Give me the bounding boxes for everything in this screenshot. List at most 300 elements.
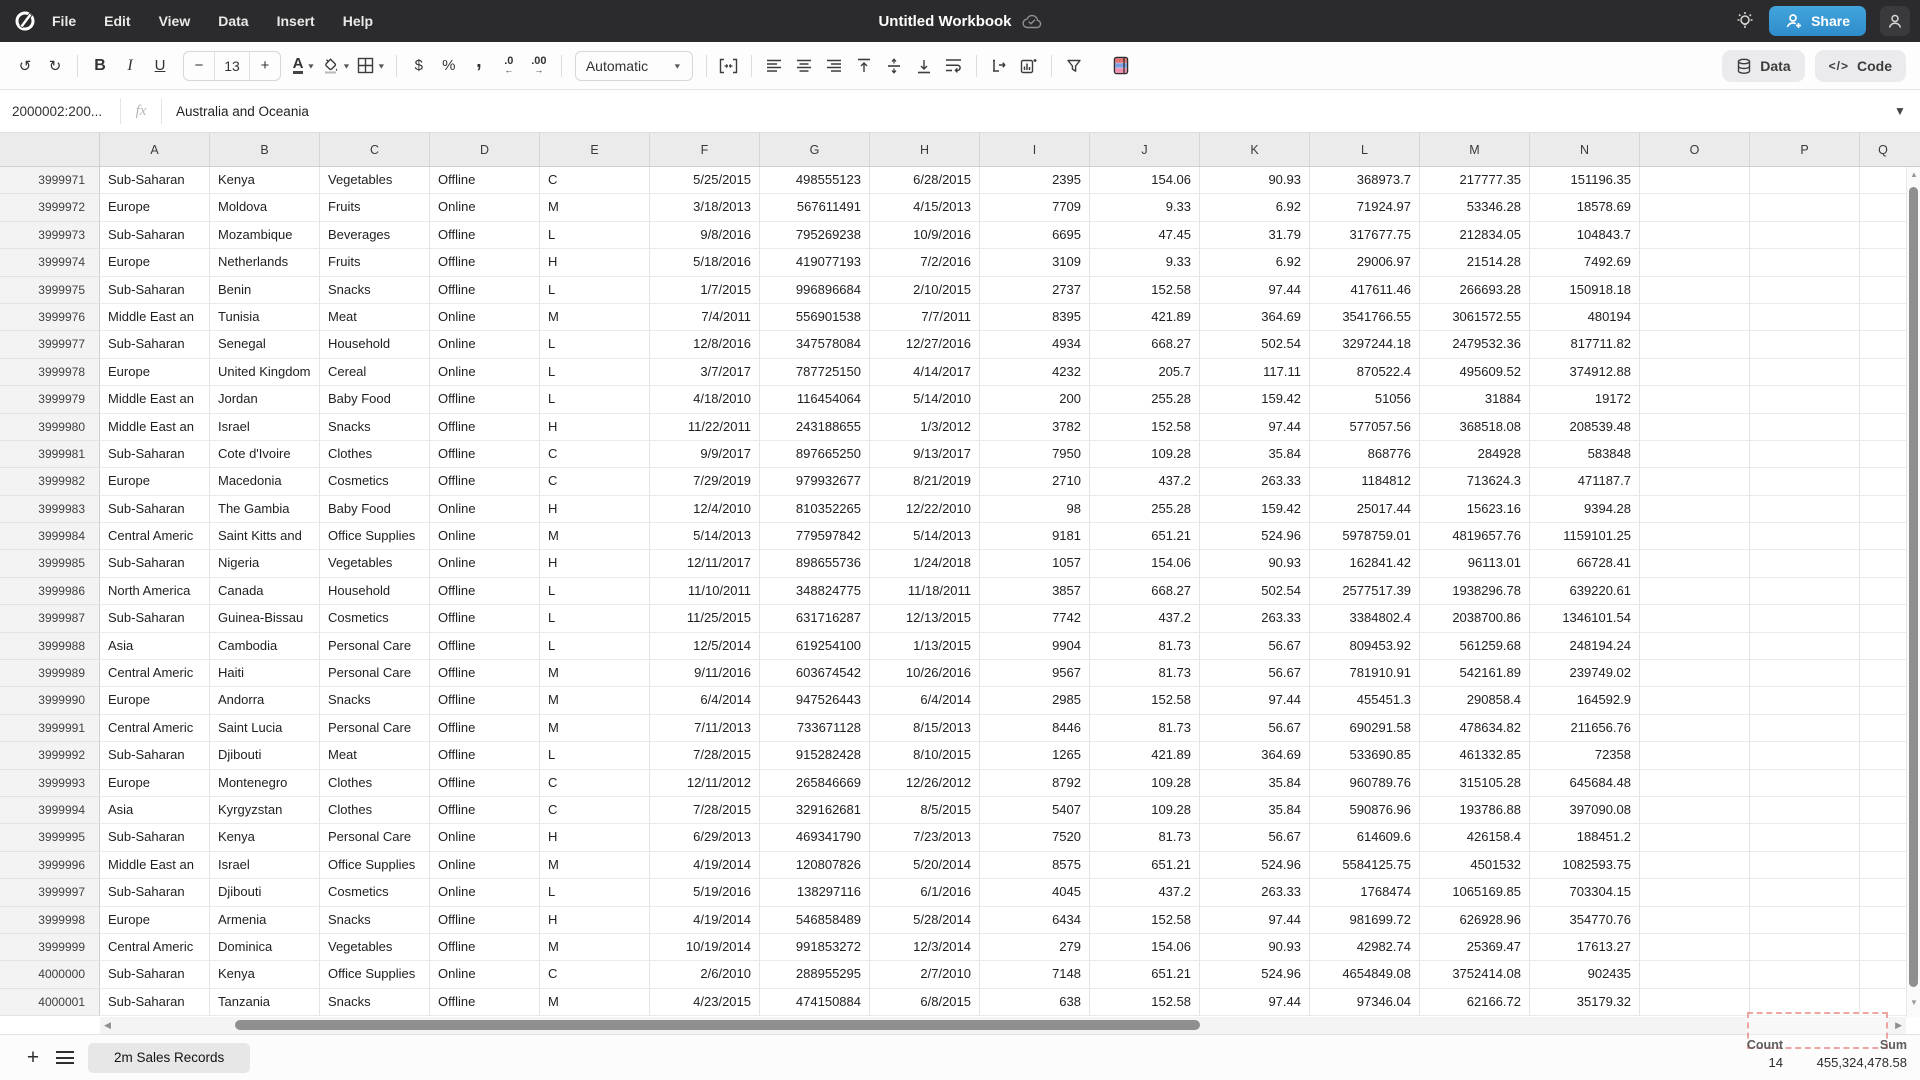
cell-D3999999[interactable]: Offline xyxy=(430,934,540,961)
cell-E3999983[interactable]: H xyxy=(540,496,650,523)
row-number[interactable]: 3999998 xyxy=(0,907,100,934)
cell-B3999985[interactable]: Nigeria xyxy=(210,550,320,577)
cell-H3999978[interactable]: 4/14/2017 xyxy=(870,359,980,386)
cell-Q3999971[interactable] xyxy=(1860,167,1906,194)
app-logo-icon[interactable] xyxy=(12,8,38,34)
cell-F3999972[interactable]: 3/18/2013 xyxy=(650,194,760,221)
cell-I3999987[interactable]: 7742 xyxy=(980,605,1090,632)
cell-D3999994[interactable]: Offline xyxy=(430,797,540,824)
cell-K4000000[interactable]: 524.96 xyxy=(1200,961,1310,988)
cell-O3999982[interactable] xyxy=(1640,468,1750,495)
cell-G3999990[interactable]: 947526443 xyxy=(760,687,870,714)
cell-C3999972[interactable]: Fruits xyxy=(320,194,430,221)
cell-Q3999975[interactable] xyxy=(1860,277,1906,304)
cell-P3999991[interactable] xyxy=(1750,715,1860,742)
menu-file[interactable]: File xyxy=(52,13,77,29)
cell-L3999974[interactable]: 29006.97 xyxy=(1310,249,1420,276)
cell-G3999986[interactable]: 348824775 xyxy=(760,578,870,605)
cell-I3999978[interactable]: 4232 xyxy=(980,359,1090,386)
cell-B3999991[interactable]: Saint Lucia xyxy=(210,715,320,742)
cell-D3999975[interactable]: Offline xyxy=(430,277,540,304)
cell-D3999989[interactable]: Offline xyxy=(430,660,540,687)
cell-L3999982[interactable]: 1184812 xyxy=(1310,468,1420,495)
cell-M3999996[interactable]: 4501532 xyxy=(1420,852,1530,879)
row-number[interactable]: 3999988 xyxy=(0,633,100,660)
cell-P3999984[interactable] xyxy=(1750,523,1860,550)
cell-K3999971[interactable]: 90.93 xyxy=(1200,167,1310,194)
cell-I3999993[interactable]: 8792 xyxy=(980,770,1090,797)
cell-L3999990[interactable]: 455451.3 xyxy=(1310,687,1420,714)
cell-K3999992[interactable]: 364.69 xyxy=(1200,742,1310,769)
cell-J3999994[interactable]: 109.28 xyxy=(1090,797,1200,824)
cell-N3999972[interactable]: 18578.69 xyxy=(1530,194,1640,221)
cell-E3999974[interactable]: H xyxy=(540,249,650,276)
cell-B3999971[interactable]: Kenya xyxy=(210,167,320,194)
cell-I3999977[interactable]: 4934 xyxy=(980,331,1090,358)
cell-M3999980[interactable]: 368518.08 xyxy=(1420,414,1530,441)
row-number[interactable]: 3999985 xyxy=(0,550,100,577)
font-size-increase-button[interactable]: + xyxy=(260,57,270,74)
menu-help[interactable]: Help xyxy=(342,13,374,29)
cell-B3999982[interactable]: Macedonia xyxy=(210,468,320,495)
cell-F3999999[interactable]: 10/19/2014 xyxy=(650,934,760,961)
cell-H3999991[interactable]: 8/15/2013 xyxy=(870,715,980,742)
cell-H3999974[interactable]: 7/2/2016 xyxy=(870,249,980,276)
cell-E3999995[interactable]: H xyxy=(540,824,650,851)
cell-D4000001[interactable]: Offline xyxy=(430,989,540,1016)
cell-F3999980[interactable]: 11/22/2011 xyxy=(650,414,760,441)
cell-Q3999979[interactable] xyxy=(1860,386,1906,413)
cell-Q3999980[interactable] xyxy=(1860,414,1906,441)
cell-Q3999974[interactable] xyxy=(1860,249,1906,276)
cell-B4000001[interactable]: Tanzania xyxy=(210,989,320,1016)
cell-G3999972[interactable]: 567611491 xyxy=(760,194,870,221)
cell-O3999998[interactable] xyxy=(1640,907,1750,934)
cell-O3999971[interactable] xyxy=(1640,167,1750,194)
cell-H3999990[interactable]: 6/4/2014 xyxy=(870,687,980,714)
cell-Q3999995[interactable] xyxy=(1860,824,1906,851)
cell-A3999991[interactable]: Central Americ xyxy=(100,715,210,742)
cell-L3999973[interactable]: 317677.75 xyxy=(1310,222,1420,249)
cell-K3999981[interactable]: 35.84 xyxy=(1200,441,1310,468)
cell-O3999987[interactable] xyxy=(1640,605,1750,632)
cell-G3999983[interactable]: 810352265 xyxy=(760,496,870,523)
cell-E3999977[interactable]: L xyxy=(540,331,650,358)
cell-P3999977[interactable] xyxy=(1750,331,1860,358)
row-number[interactable]: 3999974 xyxy=(0,249,100,276)
cell-O3999991[interactable] xyxy=(1640,715,1750,742)
cell-P3999978[interactable] xyxy=(1750,359,1860,386)
column-header-P[interactable]: P xyxy=(1750,133,1860,166)
cell-C3999992[interactable]: Meat xyxy=(320,742,430,769)
cell-B3999989[interactable]: Haiti xyxy=(210,660,320,687)
percent-format-button[interactable]: % xyxy=(442,57,456,74)
cell-D3999995[interactable]: Online xyxy=(430,824,540,851)
cell-L3999986[interactable]: 2577517.39 xyxy=(1310,578,1420,605)
cell-F3999996[interactable]: 4/19/2014 xyxy=(650,852,760,879)
column-header-E[interactable]: E xyxy=(540,133,650,166)
cell-J3999998[interactable]: 152.58 xyxy=(1090,907,1200,934)
cell-D4000000[interactable]: Online xyxy=(430,961,540,988)
underline-button[interactable]: U xyxy=(154,57,166,74)
column-header-B[interactable]: B xyxy=(210,133,320,166)
cell-H3999984[interactable]: 5/14/2013 xyxy=(870,523,980,550)
cell-N3999975[interactable]: 150918.18 xyxy=(1530,277,1640,304)
cell-D3999983[interactable]: Online xyxy=(430,496,540,523)
cell-O3999984[interactable] xyxy=(1640,523,1750,550)
cell-N3999993[interactable]: 645684.48 xyxy=(1530,770,1640,797)
cell-O3999986[interactable] xyxy=(1640,578,1750,605)
cell-C3999991[interactable]: Personal Care xyxy=(320,715,430,742)
cell-A3999987[interactable]: Sub-Saharan xyxy=(100,605,210,632)
bold-button[interactable]: B xyxy=(94,56,106,74)
cell-K3999989[interactable]: 56.67 xyxy=(1200,660,1310,687)
cell-J3999997[interactable]: 437.2 xyxy=(1090,879,1200,906)
cell-P3999989[interactable] xyxy=(1750,660,1860,687)
cell-L3999972[interactable]: 71924.97 xyxy=(1310,194,1420,221)
cell-D3999977[interactable]: Online xyxy=(430,331,540,358)
column-header-G[interactable]: G xyxy=(760,133,870,166)
cell-F3999990[interactable]: 6/4/2014 xyxy=(650,687,760,714)
cell-N3999999[interactable]: 17613.27 xyxy=(1530,934,1640,961)
cell-N3999976[interactable]: 480194 xyxy=(1530,304,1640,331)
cell-Q3999981[interactable] xyxy=(1860,441,1906,468)
cell-P3999995[interactable] xyxy=(1750,824,1860,851)
cell-G3999985[interactable]: 898655736 xyxy=(760,550,870,577)
cell-P3999972[interactable] xyxy=(1750,194,1860,221)
cell-B3999996[interactable]: Israel xyxy=(210,852,320,879)
cell-N3999984[interactable]: 1159101.25 xyxy=(1530,523,1640,550)
cell-E3999996[interactable]: M xyxy=(540,852,650,879)
cell-M3999974[interactable]: 21514.28 xyxy=(1420,249,1530,276)
row-number[interactable]: 3999994 xyxy=(0,797,100,824)
cell-C3999983[interactable]: Baby Food xyxy=(320,496,430,523)
cell-L3999988[interactable]: 809453.92 xyxy=(1310,633,1420,660)
cell-O3999989[interactable] xyxy=(1640,660,1750,687)
cell-G3999992[interactable]: 915282428 xyxy=(760,742,870,769)
cell-N3999980[interactable]: 208539.48 xyxy=(1530,414,1640,441)
cell-O3999993[interactable] xyxy=(1640,770,1750,797)
cell-J3999993[interactable]: 109.28 xyxy=(1090,770,1200,797)
cell-M3999993[interactable]: 315105.28 xyxy=(1420,770,1530,797)
table-style-button[interactable] xyxy=(1107,51,1137,81)
cell-E3999984[interactable]: M xyxy=(540,523,650,550)
scroll-down-arrow[interactable]: ▼ xyxy=(1910,998,1918,1007)
cell-K3999991[interactable]: 56.67 xyxy=(1200,715,1310,742)
cell-P3999983[interactable] xyxy=(1750,496,1860,523)
cell-D3999997[interactable]: Online xyxy=(430,879,540,906)
cell-M3999981[interactable]: 284928 xyxy=(1420,441,1530,468)
cell-N3999983[interactable]: 9394.28 xyxy=(1530,496,1640,523)
vertical-scrollbar[interactable] xyxy=(1906,167,1920,1017)
cell-I3999996[interactable]: 8575 xyxy=(980,852,1090,879)
cell-A3999998[interactable]: Europe xyxy=(100,907,210,934)
cell-I3999971[interactable]: 2395 xyxy=(980,167,1090,194)
cell-E3999971[interactable]: C xyxy=(540,167,650,194)
cell-J3999985[interactable]: 154.06 xyxy=(1090,550,1200,577)
cell-K3999977[interactable]: 502.54 xyxy=(1200,331,1310,358)
cell-J3999983[interactable]: 255.28 xyxy=(1090,496,1200,523)
cell-L3999984[interactable]: 5978759.01 xyxy=(1310,523,1420,550)
cell-I3999998[interactable]: 6434 xyxy=(980,907,1090,934)
cell-Q3999990[interactable] xyxy=(1860,687,1906,714)
cell-N3999981[interactable]: 583848 xyxy=(1530,441,1640,468)
cell-A3999974[interactable]: Europe xyxy=(100,249,210,276)
cell-Q3999978[interactable] xyxy=(1860,359,1906,386)
cell-P3999979[interactable] xyxy=(1750,386,1860,413)
cell-I4000000[interactable]: 7148 xyxy=(980,961,1090,988)
cell-G3999979[interactable]: 116454064 xyxy=(760,386,870,413)
cell-B3999992[interactable]: Djibouti xyxy=(210,742,320,769)
cell-H3999988[interactable]: 1/13/2015 xyxy=(870,633,980,660)
cell-M3999991[interactable]: 478634.82 xyxy=(1420,715,1530,742)
cell-O3999999[interactable] xyxy=(1640,934,1750,961)
row-number[interactable]: 3999971 xyxy=(0,167,100,194)
cell-G3999989[interactable]: 603674542 xyxy=(760,660,870,687)
cell-N3999986[interactable]: 639220.61 xyxy=(1530,578,1640,605)
cell-L3999975[interactable]: 417611.46 xyxy=(1310,277,1420,304)
cell-B3999988[interactable]: Cambodia xyxy=(210,633,320,660)
cell-K3999974[interactable]: 6.92 xyxy=(1200,249,1310,276)
cell-O3999973[interactable] xyxy=(1640,222,1750,249)
cell-O3999975[interactable] xyxy=(1640,277,1750,304)
cell-B3999980[interactable]: Israel xyxy=(210,414,320,441)
cell-I3999999[interactable]: 279 xyxy=(980,934,1090,961)
cell-B3999997[interactable]: Djibouti xyxy=(210,879,320,906)
cell-A3999981[interactable]: Sub-Saharan xyxy=(100,441,210,468)
cell-L3999998[interactable]: 981699.72 xyxy=(1310,907,1420,934)
number-format-dropdown[interactable]: Automatic ▼ xyxy=(575,51,693,81)
cell-J3999981[interactable]: 109.28 xyxy=(1090,441,1200,468)
cell-E3999973[interactable]: L xyxy=(540,222,650,249)
cell-H3999975[interactable]: 2/10/2015 xyxy=(870,277,980,304)
cell-M4000001[interactable]: 62166.72 xyxy=(1420,989,1530,1016)
formula-input[interactable]: Australia and Oceania xyxy=(176,103,309,119)
cell-B4000000[interactable]: Kenya xyxy=(210,961,320,988)
cell-N3999994[interactable]: 397090.08 xyxy=(1530,797,1640,824)
cell-J3999991[interactable]: 81.73 xyxy=(1090,715,1200,742)
cell-O3999976[interactable] xyxy=(1640,304,1750,331)
cell-E3999978[interactable]: L xyxy=(540,359,650,386)
cell-P4000000[interactable] xyxy=(1750,961,1860,988)
row-number[interactable]: 3999980 xyxy=(0,414,100,441)
cell-M3999982[interactable]: 713624.3 xyxy=(1420,468,1530,495)
row-number[interactable]: 3999996 xyxy=(0,852,100,879)
row-number[interactable]: 3999990 xyxy=(0,687,100,714)
cell-F3999983[interactable]: 12/4/2010 xyxy=(650,496,760,523)
cell-O3999990[interactable] xyxy=(1640,687,1750,714)
cell-K3999982[interactable]: 263.33 xyxy=(1200,468,1310,495)
cell-Q3999988[interactable] xyxy=(1860,633,1906,660)
cell-L3999989[interactable]: 781910.91 xyxy=(1310,660,1420,687)
share-button[interactable] xyxy=(1769,6,1866,36)
cell-A4000001[interactable]: Sub-Saharan xyxy=(100,989,210,1016)
cell-K3999988[interactable]: 56.67 xyxy=(1200,633,1310,660)
cell-M3999984[interactable]: 4819657.76 xyxy=(1420,523,1530,550)
cell-H3999992[interactable]: 8/10/2015 xyxy=(870,742,980,769)
cell-I3999994[interactable]: 5407 xyxy=(980,797,1090,824)
filter-button[interactable] xyxy=(1059,51,1089,81)
cell-C3999995[interactable]: Personal Care xyxy=(320,824,430,851)
cell-B3999999[interactable]: Dominica xyxy=(210,934,320,961)
cell-M3999978[interactable]: 495609.52 xyxy=(1420,359,1530,386)
cell-G3999994[interactable]: 329162681 xyxy=(760,797,870,824)
cell-B3999995[interactable]: Kenya xyxy=(210,824,320,851)
cell-L3999993[interactable]: 960789.76 xyxy=(1310,770,1420,797)
scroll-right-arrow[interactable]: ▶ xyxy=(1895,1020,1902,1030)
valign-bottom-button[interactable] xyxy=(909,51,939,81)
cell-B3999976[interactable]: Tunisia xyxy=(210,304,320,331)
cell-H3999973[interactable]: 10/9/2016 xyxy=(870,222,980,249)
cell-N3999992[interactable]: 72358 xyxy=(1530,742,1640,769)
cell-N3999971[interactable]: 151196.35 xyxy=(1530,167,1640,194)
cell-J3999978[interactable]: 205.7 xyxy=(1090,359,1200,386)
cell-K4000001[interactable]: 97.44 xyxy=(1200,989,1310,1016)
cell-K3999985[interactable]: 90.93 xyxy=(1200,550,1310,577)
cell-M3999973[interactable]: 212834.05 xyxy=(1420,222,1530,249)
cell-N3999977[interactable]: 817711.82 xyxy=(1530,331,1640,358)
cell-J3999988[interactable]: 81.73 xyxy=(1090,633,1200,660)
cell-A3999971[interactable]: Sub-Saharan xyxy=(100,167,210,194)
cell-H4000001[interactable]: 6/8/2015 xyxy=(870,989,980,1016)
cell-H3999996[interactable]: 5/20/2014 xyxy=(870,852,980,879)
cell-H4000000[interactable]: 2/7/2010 xyxy=(870,961,980,988)
add-sheet-button[interactable]: + xyxy=(26,1045,40,1069)
cell-G3999993[interactable]: 265846669 xyxy=(760,770,870,797)
cell-M3999994[interactable]: 193786.88 xyxy=(1420,797,1530,824)
cell-P3999976[interactable] xyxy=(1750,304,1860,331)
cell-K3999993[interactable]: 35.84 xyxy=(1200,770,1310,797)
column-header-D[interactable]: D xyxy=(430,133,540,166)
cell-E3999994[interactable]: C xyxy=(540,797,650,824)
row-number[interactable]: 3999976 xyxy=(0,304,100,331)
cell-I3999972[interactable]: 7709 xyxy=(980,194,1090,221)
cell-I3999989[interactable]: 9567 xyxy=(980,660,1090,687)
column-header-F[interactable]: F xyxy=(650,133,760,166)
merge-cells-button[interactable] xyxy=(714,51,744,81)
cell-O3999972[interactable] xyxy=(1640,194,1750,221)
cell-G3999973[interactable]: 795269238 xyxy=(760,222,870,249)
cell-A3999976[interactable]: Middle East an xyxy=(100,304,210,331)
cell-I3999982[interactable]: 2710 xyxy=(980,468,1090,495)
cell-G3999975[interactable]: 996896684 xyxy=(760,277,870,304)
cell-B3999990[interactable]: Andorra xyxy=(210,687,320,714)
cell-E3999979[interactable]: L xyxy=(540,386,650,413)
cell-A3999979[interactable]: Middle East an xyxy=(100,386,210,413)
cell-D3999981[interactable]: Offline xyxy=(430,441,540,468)
cell-Q3999997[interactable] xyxy=(1860,879,1906,906)
cell-C3999984[interactable]: Office Supplies xyxy=(320,523,430,550)
menu-view[interactable]: View xyxy=(158,13,191,29)
cell-Q3999987[interactable] xyxy=(1860,605,1906,632)
row-number[interactable]: 3999975 xyxy=(0,277,100,304)
cell-J3999992[interactable]: 421.89 xyxy=(1090,742,1200,769)
cell-A3999980[interactable]: Middle East an xyxy=(100,414,210,441)
cell-I3999976[interactable]: 8395 xyxy=(980,304,1090,331)
cell-H3999979[interactable]: 5/14/2010 xyxy=(870,386,980,413)
cell-C3999976[interactable]: Meat xyxy=(320,304,430,331)
cell-A3999990[interactable]: Europe xyxy=(100,687,210,714)
borders-button[interactable]: ▼ xyxy=(354,51,389,81)
cell-E3999972[interactable]: M xyxy=(540,194,650,221)
cell-B3999978[interactable]: United Kingdom xyxy=(210,359,320,386)
cell-J3999995[interactable]: 81.73 xyxy=(1090,824,1200,851)
cell-H3999983[interactable]: 12/22/2010 xyxy=(870,496,980,523)
cell-G3999987[interactable]: 631716287 xyxy=(760,605,870,632)
cell-I3999988[interactable]: 9904 xyxy=(980,633,1090,660)
cell-D3999988[interactable]: Offline xyxy=(430,633,540,660)
cell-G3999976[interactable]: 556901538 xyxy=(760,304,870,331)
cell-M3999989[interactable]: 542161.89 xyxy=(1420,660,1530,687)
cell-E3999997[interactable]: L xyxy=(540,879,650,906)
cell-B3999973[interactable]: Mozambique xyxy=(210,222,320,249)
cell-O3999995[interactable] xyxy=(1640,824,1750,851)
cell-A3999984[interactable]: Central Americ xyxy=(100,523,210,550)
cell-D3999973[interactable]: Offline xyxy=(430,222,540,249)
undo-button[interactable]: ↺ xyxy=(18,57,32,75)
cell-A3999982[interactable]: Europe xyxy=(100,468,210,495)
cell-M3999985[interactable]: 96113.01 xyxy=(1420,550,1530,577)
cell-L3999979[interactable]: 51056 xyxy=(1310,386,1420,413)
cell-A3999995[interactable]: Sub-Saharan xyxy=(100,824,210,851)
cell-A4000000[interactable]: Sub-Saharan xyxy=(100,961,210,988)
cell-B3999974[interactable]: Netherlands xyxy=(210,249,320,276)
cell-C3999981[interactable]: Clothes xyxy=(320,441,430,468)
cell-F3999991[interactable]: 7/11/2013 xyxy=(650,715,760,742)
insert-chart-button[interactable] xyxy=(1014,51,1044,81)
cell-M3999997[interactable]: 1065169.85 xyxy=(1420,879,1530,906)
cell-G3999991[interactable]: 733671128 xyxy=(760,715,870,742)
cell-Q3999993[interactable] xyxy=(1860,770,1906,797)
cell-F3999979[interactable]: 4/18/2010 xyxy=(650,386,760,413)
cell-C3999997[interactable]: Cosmetics xyxy=(320,879,430,906)
cell-G3999984[interactable]: 779597842 xyxy=(760,523,870,550)
menu-edit[interactable]: Edit xyxy=(104,13,131,29)
cell-F3999998[interactable]: 4/19/2014 xyxy=(650,907,760,934)
cell-H3999981[interactable]: 9/13/2017 xyxy=(870,441,980,468)
cell-M3999988[interactable]: 561259.68 xyxy=(1420,633,1530,660)
cell-G3999995[interactable]: 469341790 xyxy=(760,824,870,851)
cell-O3999980[interactable] xyxy=(1640,414,1750,441)
cell-L3999995[interactable]: 614609.6 xyxy=(1310,824,1420,851)
cell-C3999996[interactable]: Office Supplies xyxy=(320,852,430,879)
cell-L3999977[interactable]: 3297244.18 xyxy=(1310,331,1420,358)
cell-L3999978[interactable]: 870522.4 xyxy=(1310,359,1420,386)
cell-E3999985[interactable]: H xyxy=(540,550,650,577)
cell-D3999991[interactable]: Offline xyxy=(430,715,540,742)
align-right-button[interactable] xyxy=(819,51,849,81)
cell-J3999972[interactable]: 9.33 xyxy=(1090,194,1200,221)
cell-P3999986[interactable] xyxy=(1750,578,1860,605)
cell-L3999971[interactable]: 368973.7 xyxy=(1310,167,1420,194)
cell-K3999998[interactable]: 97.44 xyxy=(1200,907,1310,934)
cell-K3999995[interactable]: 56.67 xyxy=(1200,824,1310,851)
cell-Q3999972[interactable] xyxy=(1860,194,1906,221)
cell-G4000000[interactable]: 288955295 xyxy=(760,961,870,988)
cell-K3999997[interactable]: 263.33 xyxy=(1200,879,1310,906)
cell-N3999989[interactable]: 239749.02 xyxy=(1530,660,1640,687)
row-number[interactable]: 3999982 xyxy=(0,468,100,495)
cell-D3999978[interactable]: Online xyxy=(430,359,540,386)
row-number[interactable]: 3999984 xyxy=(0,523,100,550)
cell-N3999987[interactable]: 1346101.54 xyxy=(1530,605,1640,632)
cell-J3999979[interactable]: 255.28 xyxy=(1090,386,1200,413)
cell-C3999975[interactable]: Snacks xyxy=(320,277,430,304)
cell-J3999973[interactable]: 47.45 xyxy=(1090,222,1200,249)
menu-insert[interactable]: Insert xyxy=(276,13,315,29)
cell-C3999979[interactable]: Baby Food xyxy=(320,386,430,413)
cell-M3999987[interactable]: 2038700.86 xyxy=(1420,605,1530,632)
